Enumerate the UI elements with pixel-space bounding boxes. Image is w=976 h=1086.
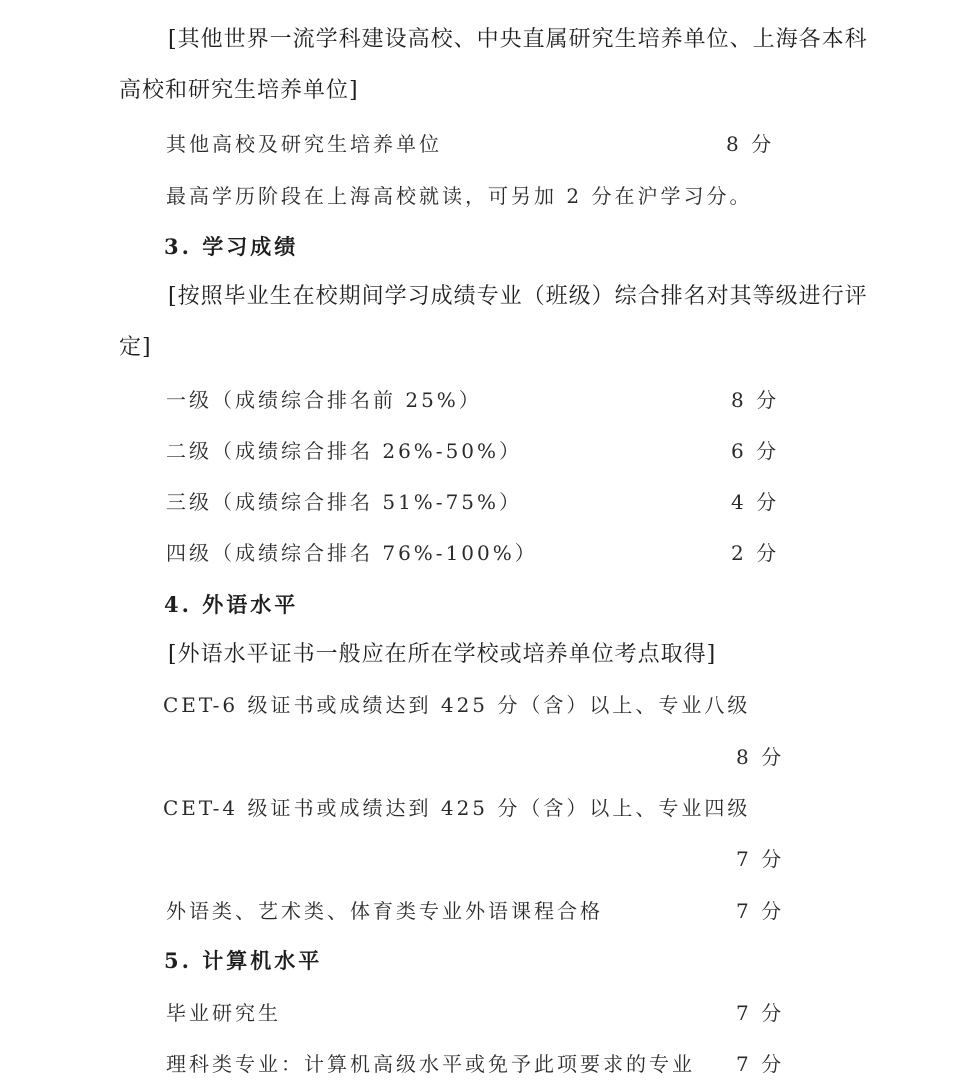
- item-other-universities: 其他高校及研究生培养单位: [166, 132, 442, 156]
- extra-note: 最高学历阶段在上海高校就读，可另加 2 分在沪学习分。: [166, 184, 753, 208]
- grade-1-label: 一级（成绩综合排名前 25%）: [166, 388, 482, 412]
- grade-3-label: 三级（成绩综合排名 51%-75%）: [166, 490, 523, 514]
- language-major-score: 7 分: [736, 899, 785, 923]
- grade-4-label: 四级（成绩综合排名 76%-100%）: [166, 541, 538, 565]
- cet4-score: 7 分: [736, 847, 785, 871]
- top-note-line1: [其他世界一流学科建设高校、中央直属研究生培养单位、上海各本科: [168, 27, 868, 52]
- grade-4-score: 2 分: [731, 541, 780, 565]
- section3-heading: 3. 学习成绩: [164, 234, 299, 259]
- grade-1-score: 8 分: [731, 388, 780, 412]
- science-major-label: 理科类专业：计算机高级水平或免予此项要求的专业: [166, 1052, 695, 1076]
- score-other-universities: 8 分: [726, 132, 775, 156]
- grade-2-label: 二级（成绩综合排名 26%-50%）: [166, 439, 523, 463]
- section3-note-line2: 定]: [119, 335, 152, 360]
- graduate-label: 毕业研究生: [166, 1001, 281, 1025]
- cet4-label: CET-4 级证书或成绩达到 425 分（含）以上、专业四级: [163, 796, 751, 820]
- cet6-label: CET-6 级证书或成绩达到 425 分（含）以上、专业八级: [163, 693, 751, 717]
- science-major-score: 7 分: [736, 1052, 785, 1076]
- section5-heading: 5. 计算机水平: [164, 948, 323, 973]
- grade-3-score: 4 分: [731, 490, 780, 514]
- section4-note: [外语水平证书一般应在所在学校或培养单位考点取得]: [168, 642, 717, 667]
- grade-2-score: 6 分: [731, 439, 780, 463]
- section3-note-line1: [按照毕业生在校期间学习成绩专业（班级）综合排名对其等级进行评: [168, 284, 868, 309]
- language-major-label: 外语类、艺术类、体育类专业外语课程合格: [166, 899, 603, 923]
- top-note-line2: 高校和研究生培养单位]: [119, 78, 359, 103]
- section4-heading: 4. 外语水平: [164, 592, 299, 617]
- cet6-score: 8 分: [736, 745, 785, 769]
- graduate-score: 7 分: [736, 1001, 785, 1025]
